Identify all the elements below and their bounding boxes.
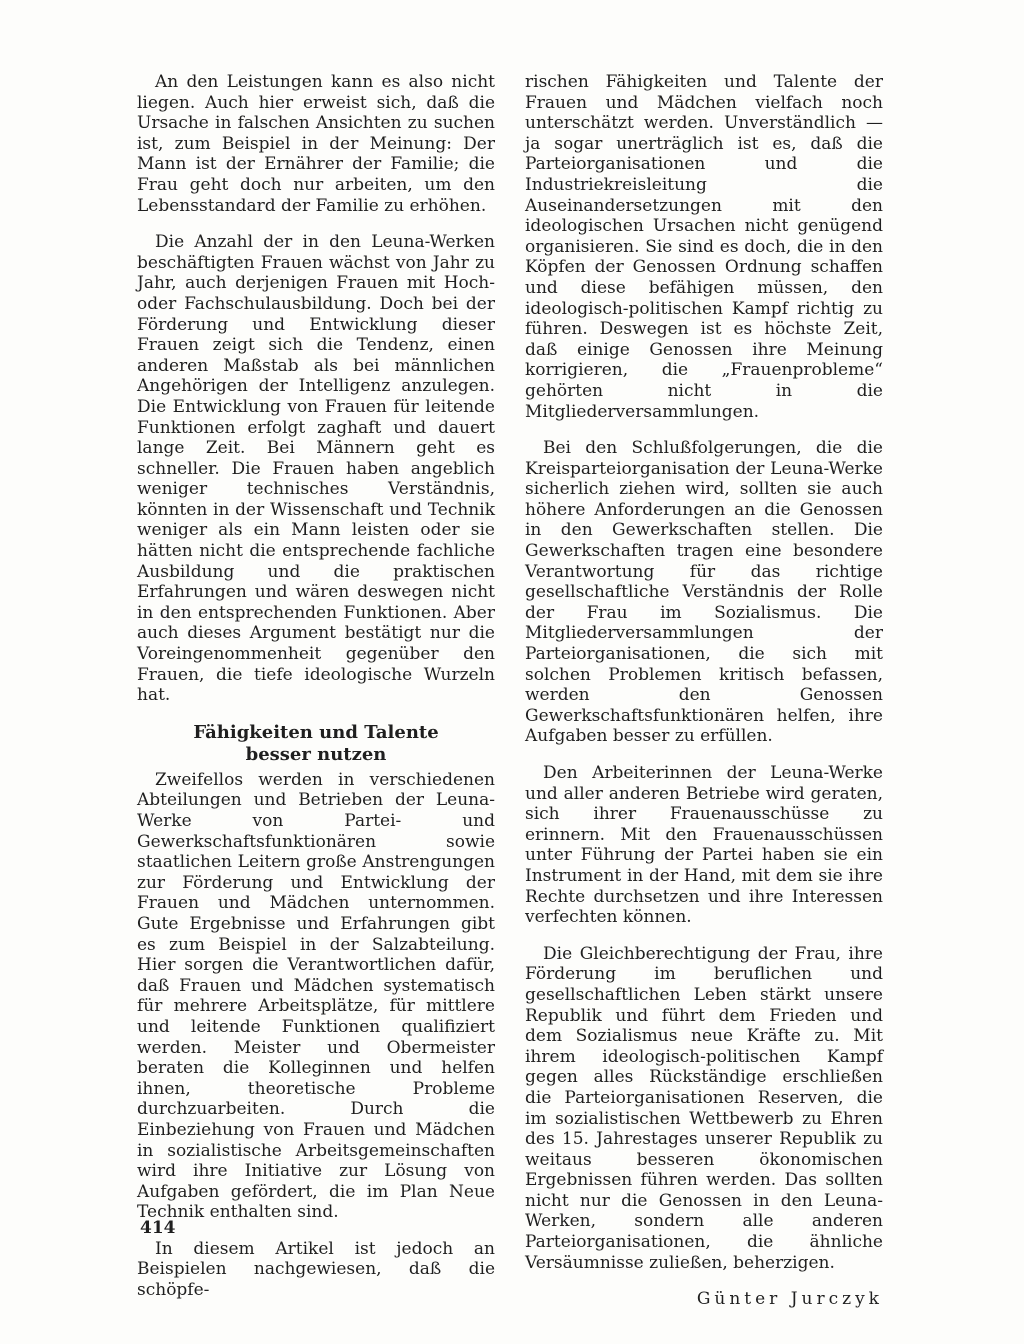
heading-line: Fähigkeiten und Talente <box>193 721 439 743</box>
right-column <box>525 72 883 1310</box>
paragraph: rischen Fähigkeiten und Talente der Frauen und Mädchen vielfach noch unterschätzt werden. Unverständlich — ja sogar unerträglich ist es, daß die Parteiorganisationen und die Industriekreisleitung die Auseinandersetzungen mit den ideologischen Ursachen nicht genügend organisieren. Sie sind es doch, die in den Köpfen der Genossen Ordnung schaffen und diese befähigen müssen, den ideologisch-politischen Kampf richtig zu führen. Deswegen ist es höchste Zeit, daß einige Genossen ihre Meinung korrigieren, die „Frauenprobleme“ gehörten nicht in die Mitgliederversammlungen. <box>525 72 883 422</box>
paragraph: Die Gleichberechtigung der Frau, ihre Förderung im beruflichen und gesellschaftlichen Leben stärkt unsere Republik und führt dem Frieden und dem Sozialismus neue Kräfte zu. Mit ihrem ideologisch-politischen Kampf gegen alles Rückständige erschließen die Parteiorganisationen Reserven, die im sozialistischen Wettbewerb zu Ehren des 15. Jahrestages unserer Republik zu weitaus besseren ökonomischen Ergebnissen führen werden. Das sollten nicht nur die Genossen in den Leuna-Werken, sondern alle anderen Parteiorganisationen, die ähnliche Versäumnisse zuließen, beherzigen. <box>525 943 883 1273</box>
paragraph: An den Leistungen kann es also nicht liegen. Auch hier erweist sich, daß die Ursache in falschen Ansichten zu suchen ist, zum Beispiel in der Meinung: Der Mann ist der Ernährer der Familie; die Frau geht doch nur arbeiten, um den Lebensstandard der Familie zu erhöhen. <box>137 72 495 216</box>
heading-line: besser nutzen <box>245 743 387 765</box>
left-column <box>137 72 495 1317</box>
section-heading <box>137 722 495 766</box>
paragraph: Bei den Schlußfolgerungen, die die Kreisparteiorganisation der Leuna-Werke sicherlich ziehen wird, sollten sie auch höhere Anforderungen an die Genossen in den Gewerkschaften stellen. Die Gewerkschaften tragen eine besondere Verantwortung für das richtige gesellschaftliche Verständnis der Rolle der Frau im Sozialismus. Die Mitgliederversammlungen der Parteiorganisationen, die sich mit solchen Problemen kritisch befassen, werden den Genossen Gewerkschaftsfunktionären helfen, ihre Aufgaben besser zu erfüllen. <box>525 438 883 747</box>
paragraph: Zweifellos werden in verschiedenen Abteilungen und Betrieben der Leuna-Werke von Partei- und Gewerkschaftsfunktionären sowie staatlichen Leitern große Anstrengungen zur Förderung und Entwicklung der Frauen und Mädchen unternommen. Gute Ergebnisse und Erfahrungen gibt es zum Beispiel in der Salzabteilung. Hier sorgen die Verantwortlichen dafür, daß Frauen und Mädchen systematisch für mehrere Arbeitsplätze, für mittlere und leitende Funktionen qualifiziert werden. Meister und Obermeister beraten die Kolleginnen und helfen ihnen, theoretische Probleme durchzuarbeiten. Durch die Einbeziehung von Frauen und Mädchen in sozialistische Arbeitsgemeinschaften wird ihre Initiative zur Lösung von Aufgaben gefördert, die im Plan Neue Technik enthalten sind. <box>137 769 495 1223</box>
author-signature: Günter Jurczyk <box>696 1289 883 1310</box>
paragraph: In diesem Artikel ist jedoch an Beispielen nachgewiesen, daß die schöpfe- <box>137 1238 495 1301</box>
paragraph: Die Anzahl der in den Leuna-Werken beschäftigten Frauen wächst von Jahr zu Jahr, auch derjenigen Frauen mit Hoch- oder Fachschulausbildung. Doch bei der Förderung und Entwicklung dieser Frauen zeigt sich die Tendenz, einen anderen Maßstab als bei männlichen Angehörigen der Intelligenz anzulegen. Die Entwicklung von Frauen für leitende Funktionen erfolgt zaghaft und dauert lange Zeit. Bei Männern geht es schneller. Die Frauen haben angeblich weniger technisches Verständnis, könnten in der Wissenschaft und Technik weniger als ein Mann leisten oder sie hätten nicht die entsprechende fachliche Ausbildung und die praktischen Erfahrungen und wären deswegen nicht in den entsprechenden Funktionen. Aber auch dieses Argument bestätigt nur die Voreingenommenheit gegenüber den Frauen, die tiefe ideologische Wurzeln hat. <box>137 232 495 706</box>
page-number: 414 <box>140 1218 176 1238</box>
paragraph: Den Arbeiterinnen der Leuna-Werke und aller anderen Betriebe wird geraten, sich ihrer Frauenausschüsse zu erinnern. Mit den Frauenausschüssen unter Führung der Partei haben sie ein Instrument in der Hand, mit dem sie ihre Rechte durchsetzen und ihre Interessen verfechten können. <box>525 763 883 928</box>
